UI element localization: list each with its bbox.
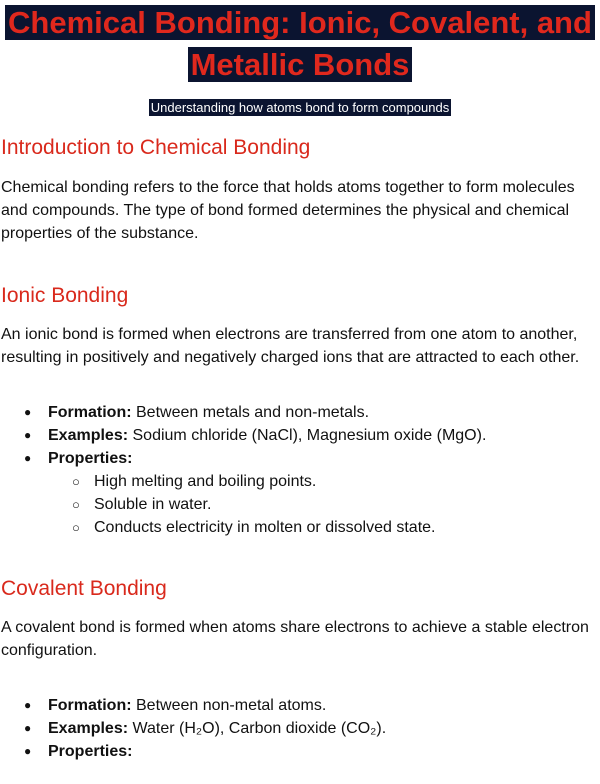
list-item: [24, 401, 596, 424]
list-item: [24, 740, 596, 763]
covalent-paragraph: A covalent bond is formed when atoms share electrons to achieve a stable electron configuration.: [1, 619, 589, 659]
intro-heading: Introduction to Chemical Bonding: [1, 136, 311, 159]
list-item: [24, 447, 596, 539]
list-item: ○ Soluble in water.: [72, 493, 596, 516]
ionic-examples-label: Examples:: [48, 427, 129, 444]
covalent-examples-text: Water (H₂O), Carbon dioxide (CO₂).: [132, 720, 387, 737]
ionic-properties-list: [48, 470, 596, 539]
covalent-heading: Covalent Bonding: [1, 577, 167, 600]
list-item: ○ High melting and boiling points.: [72, 470, 596, 493]
page-title: Chemical Bonding: Ionic, Covalent, and Metallic Bonds: [5, 5, 595, 82]
covalent-bullet-list: [1, 694, 596, 763]
list-item: ○ Conducts electricity in molten or dissolved state.: [72, 516, 596, 539]
list-item: [24, 694, 596, 717]
subtitle-block: [0, 99, 600, 117]
covalent-formation-label: Formation:: [48, 697, 132, 714]
ionic-examples-text: Sodium chloride (NaCl), Magnesium oxide (MgO).: [132, 427, 487, 444]
intro-paragraph: Chemical bonding refers to the force that holds atoms together to form molecules and compounds. The type of bond formed determines the physical and chemical properties of the substance.: [1, 179, 575, 242]
ionic-heading: Ionic Bonding: [1, 284, 129, 307]
title-block: [0, 2, 600, 86]
covalent-examples-label: Examples:: [48, 720, 129, 737]
document-body: [0, 135, 600, 763]
ionic-paragraph: An ionic bond is formed when electrons are transferred from one atom to another, resulting in positively and negatively charged ions that are attracted to each other.: [1, 326, 580, 366]
covalent-formation-text: Between non-metal atoms.: [136, 697, 327, 714]
list-item: [24, 717, 596, 740]
ionic-formation-label: Formation:: [48, 404, 132, 421]
list-item: [24, 424, 596, 447]
ionic-formation-text: Between metals and non-metals.: [136, 404, 370, 421]
ionic-properties-label: Properties:: [48, 450, 133, 467]
page-subtitle: Understanding how atoms bond to form compounds: [150, 100, 450, 115]
ionic-bullet-list: [1, 401, 596, 539]
covalent-properties-label: Properties:: [48, 743, 133, 760]
